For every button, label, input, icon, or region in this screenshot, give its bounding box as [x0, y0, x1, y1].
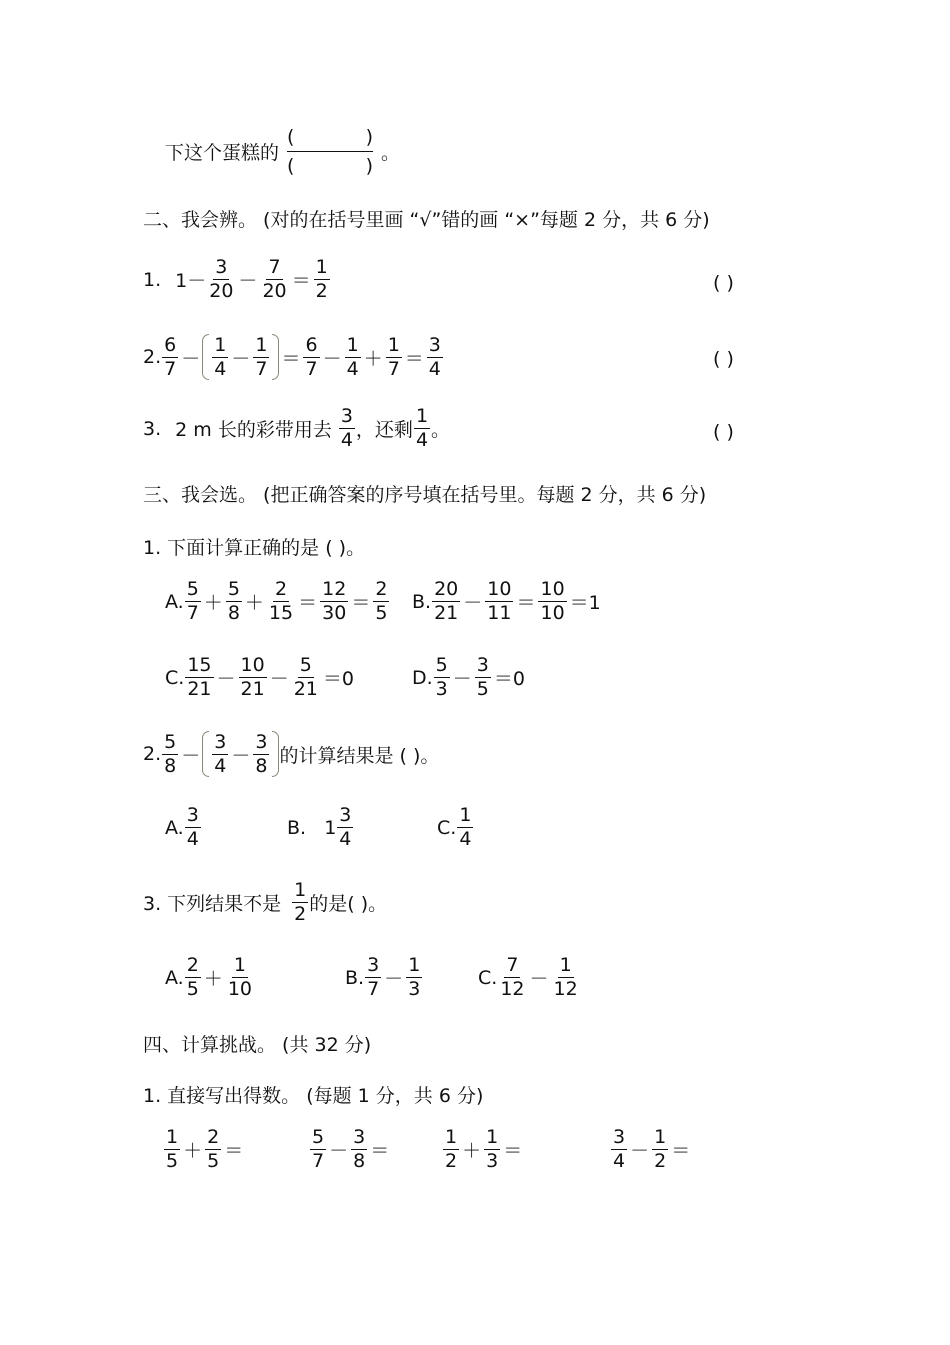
q4-1-stem: 1. 直接写出得数。 (每题 1 分，共 6 分) — [143, 1085, 484, 1107]
fraction-numerator: 10 — [240, 654, 265, 676]
fraction-numerator: 1 — [315, 256, 328, 278]
fraction-denominator: 4 — [214, 357, 227, 380]
fraction-denominator: 3 — [435, 678, 448, 700]
fraction-numerator: 5 — [299, 654, 312, 676]
operator: － — [216, 668, 236, 690]
fraction-numerator: 15 — [187, 654, 212, 676]
q3-1-option-d[interactable]: D. $\frac{5}{3}$ － $\frac{3}{5}$ ＝0 — [412, 654, 525, 700]
fraction-denominator: 7 — [387, 357, 400, 380]
fraction-denominator: 4 — [415, 429, 429, 451]
fraction-denominator: 8 — [164, 754, 177, 777]
fraction-denominator: 8 — [227, 602, 240, 624]
fraction — [162, 730, 178, 777]
fraction — [292, 656, 320, 699]
operator: ＝ — [281, 347, 301, 370]
fraction-denominator: 8 — [353, 1150, 366, 1172]
fraction-numerator: 5 — [227, 578, 240, 600]
operator: ＝ — [291, 270, 311, 292]
operator: ＋ — [203, 968, 223, 990]
fraction-denominator: 8 — [255, 754, 268, 777]
q3-3-option-b[interactable]: B. $\frac{3}{7}$ － $\frac{1}{3}$ — [345, 954, 421, 1000]
fraction-numerator: 2 — [375, 578, 388, 600]
fraction-denominator: 7 — [305, 357, 318, 380]
fraction-numerator: 1 — [415, 405, 429, 427]
fraction — [185, 580, 201, 623]
q3-1-stem: 1. 下面计算正确的是 ( )。 — [143, 537, 366, 559]
fraction-numerator: 12 — [322, 578, 347, 600]
fraction-numerator: 1 — [387, 333, 400, 356]
fraction-denominator: 5 — [166, 1150, 179, 1172]
operator: － — [269, 668, 289, 690]
fraction — [652, 1128, 668, 1171]
fraction — [212, 730, 228, 777]
fraction — [484, 1128, 500, 1171]
fraction — [406, 956, 422, 999]
fraction — [552, 956, 580, 999]
fraction-denominator: 11 — [487, 602, 512, 624]
operator: － — [231, 744, 251, 767]
q2-2: 2. $\frac{6}{7}$ － $\frac{1}{4}$ － $\frac{1}{7}$ ＝ $\frac{6}{7}$ － $\frac{1}{4}$ ＋ $\frac{1}{7}$ ＝ $\frac{3}{4}$ — [143, 333, 441, 380]
fraction-numerator: 3 — [340, 405, 353, 427]
fraction-numerator: 5 — [312, 1126, 325, 1148]
operator: － — [529, 968, 549, 990]
q2-3: 3. 2 m 长的彩带用去 $\frac{3}{4}$ ，还剩 $\frac{1}{4}$ 。 — [143, 405, 451, 451]
section-2-title: 二、我会辨。 (对的在括号里画 “√”错的画 “×”每题 2 分，共 6 分) — [143, 209, 710, 231]
fraction-denominator: 4 — [339, 828, 352, 850]
fraction-numerator: 6 — [305, 333, 318, 356]
fraction-numerator: 10 — [487, 578, 512, 600]
fraction-denominator: 4 — [186, 828, 199, 850]
operator: ＝ — [671, 1140, 691, 1162]
q3-3-option-c[interactable]: C. $\frac{7}{12}$ － $\frac{1}{12}$ — [478, 954, 578, 1000]
fraction-denominator: 7 — [186, 602, 199, 624]
fraction — [414, 407, 430, 450]
fraction-numerator: 1 — [233, 954, 246, 976]
fraction-numerator: 3 — [339, 804, 352, 826]
fraction — [162, 333, 178, 380]
fraction — [339, 407, 355, 450]
fraction-denominator: 4 — [340, 429, 353, 451]
q2-3-answer-blank[interactable]: ( ) — [713, 421, 734, 443]
continuation-text: 下这个蛋糕的 — [165, 142, 280, 164]
blank-fraction: ( ) ( ) — [287, 126, 374, 177]
fraction-denominator: 4 — [214, 754, 227, 777]
fraction-numerator: 1 — [408, 954, 421, 976]
fraction-numerator: 3 — [428, 333, 441, 356]
fraction-numerator: 3 — [186, 804, 199, 826]
fraction-numerator: 3 — [255, 730, 268, 753]
fraction-denominator: 12 — [553, 978, 578, 1000]
fraction — [303, 333, 319, 380]
q3-3-stem: 3. 下列结果不是 $\frac{1}{2}$ 的是( )。 — [143, 879, 388, 925]
operator: ＝ — [351, 592, 371, 614]
fraction — [185, 806, 201, 849]
section-4-title: 四、计算挑战。 (共 32 分) — [143, 1034, 372, 1056]
fraction — [185, 656, 213, 699]
fraction — [345, 333, 361, 380]
fraction-denominator: 7 — [164, 357, 177, 380]
fraction-denominator: 30 — [322, 602, 347, 624]
operator: ＋ — [183, 1140, 203, 1162]
q2-1: 1. 1－ $\frac{3}{20}$ － $\frac{7}{20}$ ＝ $\frac{1}{2}$ — [143, 256, 328, 302]
fraction-denominator: 20 — [262, 280, 287, 302]
fraction — [253, 333, 269, 380]
operator: ＋ — [363, 347, 383, 370]
fraction-denominator: 7 — [312, 1150, 325, 1172]
fraction-denominator: 5 — [375, 602, 388, 624]
fraction-denominator: 2 — [315, 280, 328, 302]
operator: ＝1 — [569, 592, 601, 614]
fraction — [292, 881, 308, 924]
fraction — [164, 1128, 180, 1171]
operator: ＋ — [203, 592, 223, 614]
operator: ＝ — [370, 1140, 390, 1162]
fraction-numerator: 1 — [445, 1126, 458, 1148]
fraction-numerator: 5 — [164, 730, 177, 753]
fraction — [205, 1128, 221, 1171]
fraction-denominator: 21 — [293, 678, 318, 700]
fraction-numerator: 1 — [559, 954, 572, 976]
q3-1-option-a[interactable]: A. $\frac{5}{7}$ ＋ $\frac{5}{8}$ ＋ $\frac{2}{15}$ ＝ $\frac{12}{30}$ ＝ $\frac{2}{5}$ — [165, 578, 388, 624]
fraction-numerator: 1 — [255, 333, 268, 356]
operator: － — [630, 1140, 650, 1162]
fraction — [386, 333, 402, 380]
fraction-denominator: 21 — [434, 602, 459, 624]
fraction-denominator: 20 — [209, 280, 234, 302]
fraction-numerator: 7 — [268, 256, 281, 278]
operator: － — [463, 592, 483, 614]
fraction — [485, 580, 513, 623]
fraction-numerator: 2 — [274, 578, 288, 600]
operator: － — [329, 1140, 349, 1162]
fraction-numerator: 3 — [476, 654, 489, 676]
fraction — [239, 656, 267, 699]
fraction-numerator: 6 — [164, 333, 177, 356]
fraction-numerator: 1 — [166, 1126, 179, 1148]
operator: ＝0 — [493, 668, 525, 690]
fraction-numerator: 3 — [367, 954, 380, 976]
fraction-denominator: 2 — [654, 1150, 667, 1172]
fraction-denominator: 5 — [186, 978, 199, 1000]
operator: ＋ — [244, 592, 264, 614]
fraction-denominator: 7 — [367, 978, 380, 1000]
q3-2-option-c[interactable]: C. $\frac{1}{4}$ — [437, 804, 472, 850]
fraction — [365, 956, 381, 999]
fraction — [475, 656, 491, 699]
fraction — [260, 258, 288, 301]
fraction — [337, 806, 353, 849]
q3-1-option-c[interactable]: C. $\frac{15}{21}$ － $\frac{10}{21}$ － $\frac{5}{21}$ ＝0 — [165, 654, 354, 700]
fraction-denominator: 21 — [187, 678, 212, 700]
bracket — [202, 731, 279, 777]
continuation-line: 下这个蛋糕的 ( ) ( ) 。 — [165, 126, 401, 177]
fraction-denominator: 4 — [459, 828, 472, 850]
operator: ＝0 — [322, 668, 354, 690]
operator: ＝ — [404, 347, 424, 370]
fraction-denominator: 4 — [346, 357, 359, 380]
q4-1-item-1 — [163, 1128, 245, 1171]
fraction-numerator: 1 — [654, 1126, 667, 1148]
fraction-numerator: 2 — [186, 954, 199, 976]
fraction-numerator: 3 — [353, 1126, 366, 1148]
fraction-numerator: 1 — [294, 879, 307, 901]
bracket — [202, 334, 279, 380]
fraction-numerator: 5 — [435, 654, 448, 676]
q3-2-option-b[interactable]: B. 1 $\frac{3}{4}$ — [287, 804, 352, 850]
operator: － — [322, 347, 342, 370]
fraction-numerator: 3 — [215, 256, 228, 278]
fraction-denominator: 2 — [294, 903, 307, 925]
fraction — [443, 1128, 459, 1171]
fraction — [351, 1128, 367, 1171]
fraction — [611, 1128, 627, 1171]
fraction-denominator: 10 — [227, 978, 252, 1000]
fraction-numerator: 3 — [613, 1126, 626, 1148]
fraction-numerator: 1 — [486, 1126, 499, 1148]
fraction — [320, 580, 348, 623]
operator: － — [181, 347, 201, 370]
fraction — [212, 333, 228, 380]
q3-3-option-a[interactable]: A. $\frac{2}{5}$ ＋ $\frac{1}{10}$ — [165, 954, 252, 1000]
fraction-numerator: 1 — [459, 804, 472, 826]
fraction-denominator: 3 — [408, 978, 421, 1000]
q4-1-item-4 — [610, 1128, 692, 1171]
operator: － — [384, 968, 404, 990]
fraction-numerator: 20 — [434, 578, 459, 600]
fraction-denominator: 3 — [486, 1150, 499, 1172]
q2-2-answer-blank[interactable]: ( ) — [713, 348, 734, 370]
q4-1-item-3 — [442, 1128, 524, 1171]
fraction-denominator: 7 — [255, 357, 268, 380]
operator: － — [452, 668, 472, 690]
operator: ＝ — [298, 592, 318, 614]
operator: － — [231, 347, 251, 370]
fraction-denominator: 10 — [540, 602, 565, 624]
fraction-numerator: 3 — [214, 730, 227, 753]
fraction — [373, 580, 389, 623]
q3-2-option-a[interactable]: A. $\frac{3}{4}$ — [165, 804, 199, 850]
operator: ＝ — [224, 1140, 244, 1162]
fraction-numerator: 1 — [214, 333, 227, 356]
section-3-title: 三、我会选。 (把正确答案的序号填在括号里。每题 2 分，共 6 分) — [143, 484, 707, 506]
operator: － — [238, 270, 258, 292]
fraction — [253, 730, 269, 777]
fraction-denominator: 5 — [207, 1150, 220, 1172]
operator: ＝ — [503, 1140, 523, 1162]
fraction — [226, 956, 254, 999]
fraction — [310, 1128, 326, 1171]
operator: － — [181, 744, 201, 767]
fraction — [538, 580, 566, 623]
fraction-denominator: 5 — [476, 678, 489, 700]
fraction-numerator: 2 — [207, 1126, 220, 1148]
fraction — [457, 806, 473, 849]
fraction-numerator: 10 — [540, 578, 565, 600]
fraction — [207, 258, 235, 301]
fraction — [185, 956, 201, 999]
fraction — [226, 580, 242, 623]
fraction-numerator: 5 — [186, 578, 199, 600]
q3-1-option-b[interactable]: B. $\frac{20}{21}$ － $\frac{10}{11}$ ＝ $\frac{10}{10}$ ＝1 — [412, 578, 601, 624]
operator: ＝ — [516, 592, 536, 614]
fraction-numerator: 1 — [346, 333, 359, 356]
fraction-denominator: 2 — [445, 1150, 458, 1172]
fraction-denominator: 15 — [268, 602, 294, 624]
fraction-denominator: 12 — [500, 978, 525, 1000]
fraction-numerator: 7 — [506, 954, 519, 976]
fraction — [427, 333, 443, 380]
fraction-denominator: 4 — [428, 357, 441, 380]
fraction-denominator: 4 — [613, 1150, 626, 1172]
operator: ＋ — [462, 1140, 482, 1162]
q4-1-item-2 — [309, 1128, 391, 1171]
fraction — [314, 258, 330, 301]
fraction — [434, 656, 450, 699]
fraction — [432, 580, 460, 623]
q3-2-stem: 2. $\frac{5}{8}$ － $\frac{3}{4}$ － $\frac{3}{8}$ 的计算结果是 ( )。 — [143, 730, 440, 777]
fraction — [498, 956, 526, 999]
fraction-denominator: 21 — [240, 678, 265, 700]
fraction — [267, 580, 295, 623]
q2-1-answer-blank[interactable]: ( ) — [713, 272, 734, 294]
